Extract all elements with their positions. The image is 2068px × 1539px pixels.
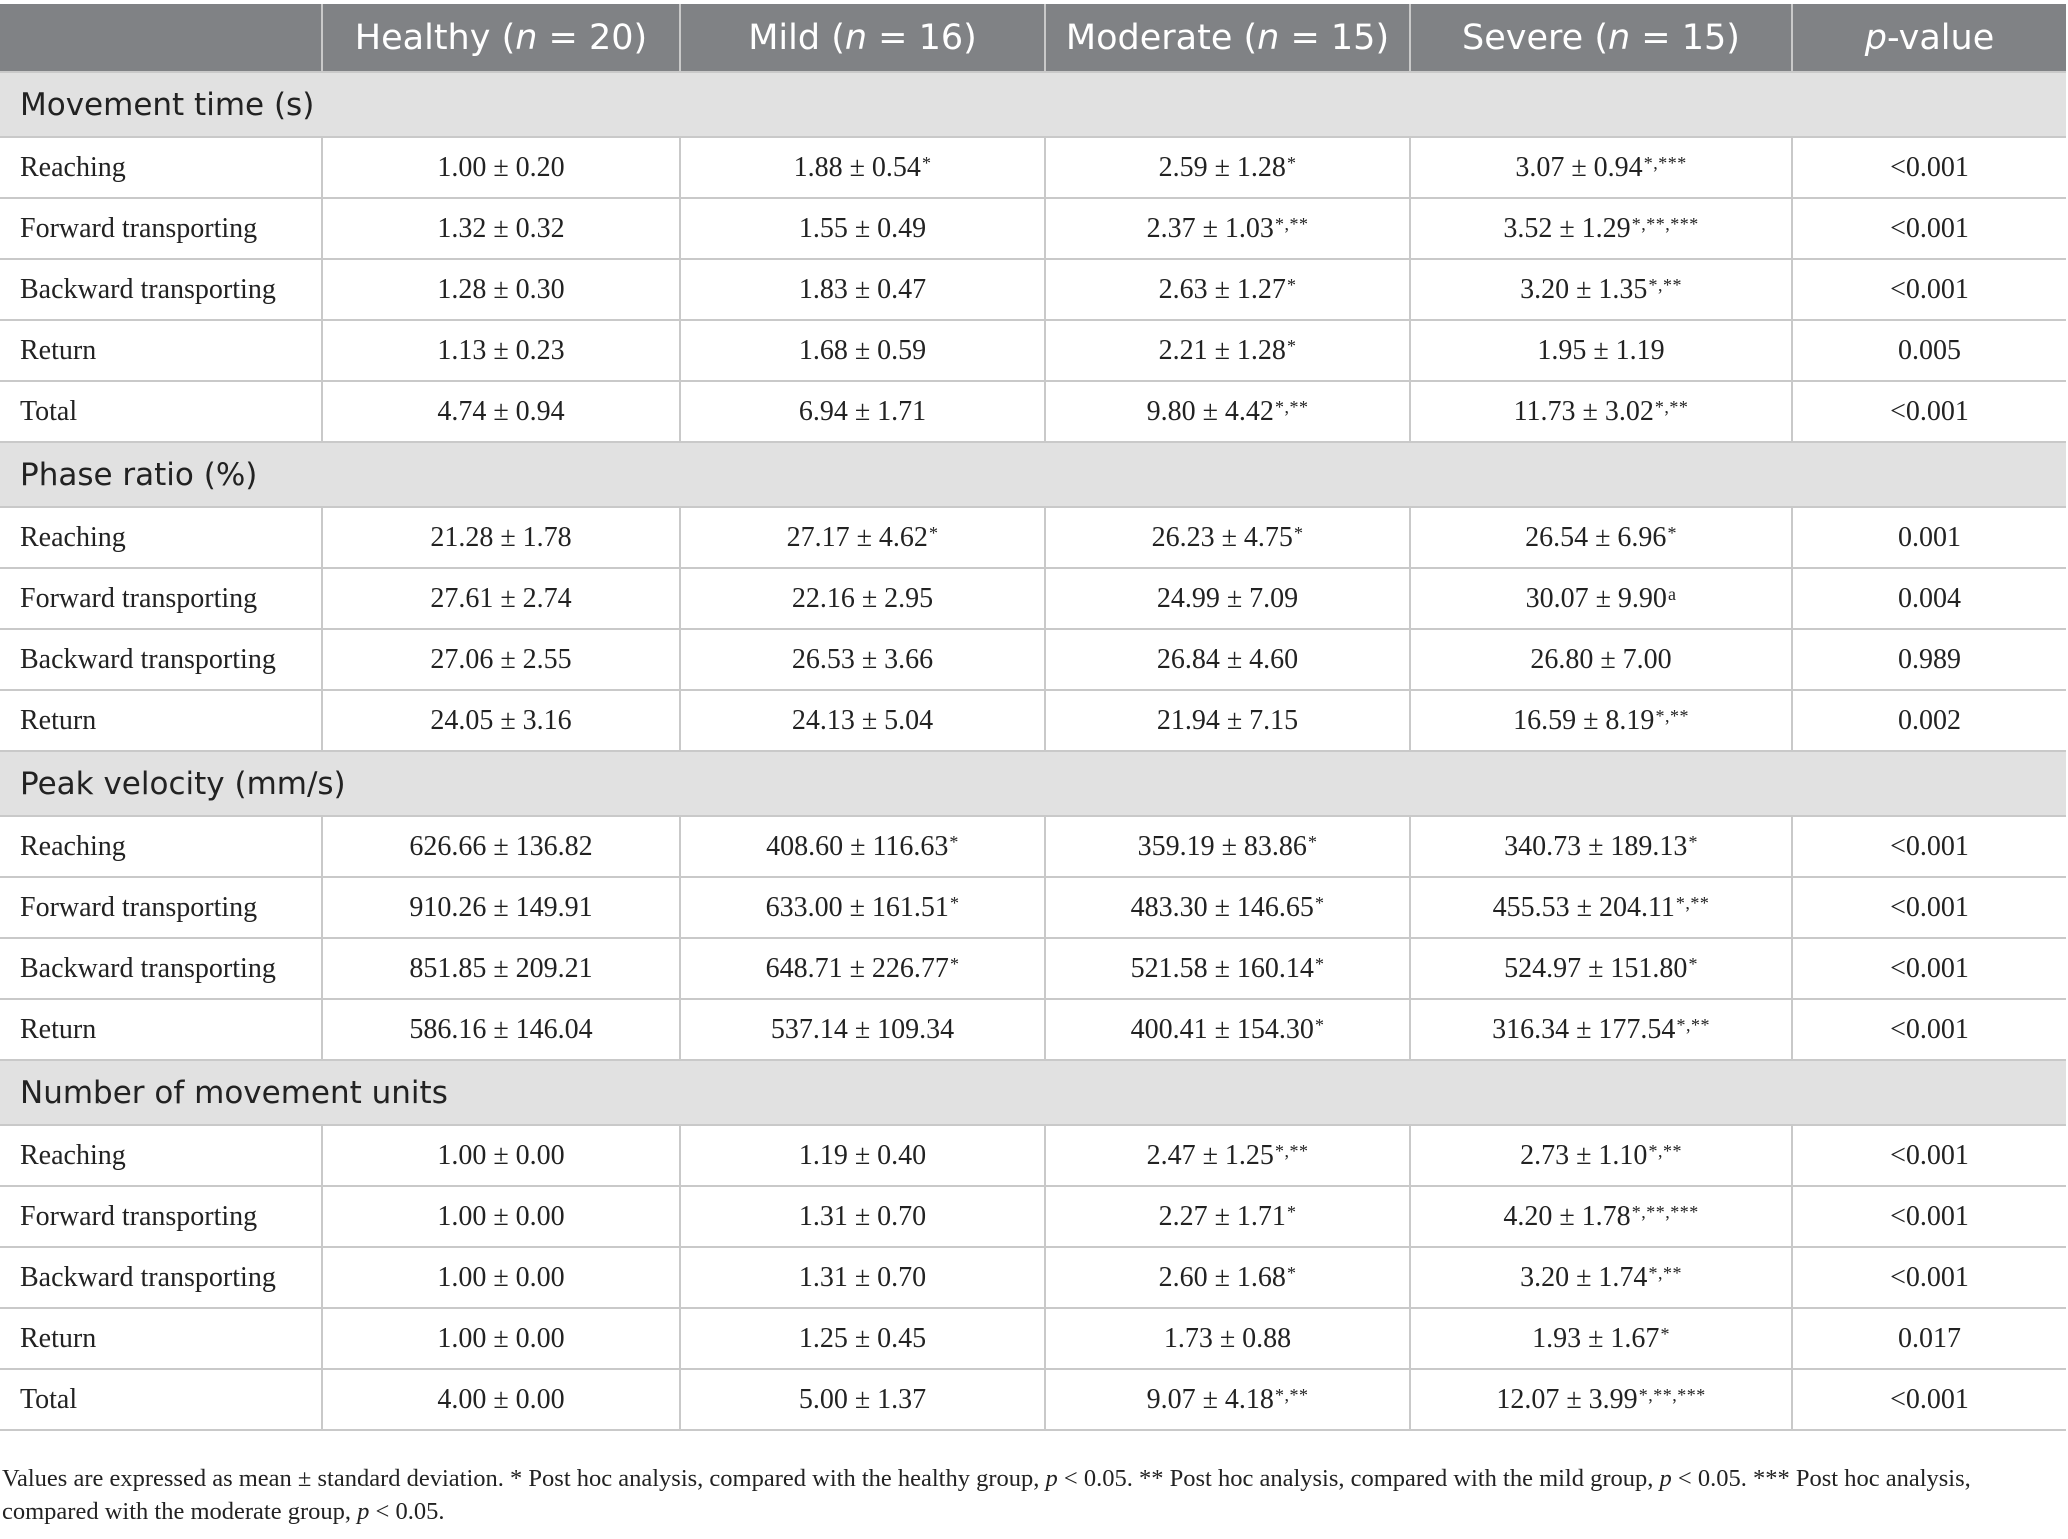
significance-marker: *	[1314, 892, 1325, 913]
significance-marker: *	[1286, 152, 1297, 173]
cell-healthy	[322, 1125, 680, 1186]
cell-healthy	[322, 198, 680, 259]
cell-healthy	[322, 690, 680, 751]
cell-value: 910.26 ± 149.91	[409, 891, 593, 923]
significance-marker: *,***	[1643, 152, 1687, 173]
significance-marker: *,**	[1648, 1140, 1682, 1161]
cell-moderate	[1045, 690, 1410, 751]
header-healthy: Healthy (n = 20)	[322, 4, 680, 72]
cell-severe	[1410, 1186, 1792, 1247]
row-label: Total	[0, 1369, 322, 1430]
cell-moderate	[1045, 816, 1410, 877]
significance-marker: *	[1688, 953, 1698, 974]
table-row	[0, 259, 2066, 320]
cell-value: 1.19 ± 0.40	[798, 1139, 927, 1171]
header-p-value: p-value	[1792, 4, 2066, 72]
significance-marker: *,**	[1648, 274, 1682, 295]
cell-value: 3.20 ± 1.35	[1520, 273, 1648, 305]
cell-value: 16.59 ± 8.19	[1513, 704, 1655, 736]
cell-p-value: 0.004	[1792, 568, 2066, 629]
header-severe: Severe (n = 15)	[1410, 4, 1792, 72]
cell-p-value: <0.001	[1792, 1186, 2066, 1247]
row-label: Backward transporting	[0, 259, 322, 320]
table-row	[0, 1186, 2066, 1247]
cell-p-value: <0.001	[1792, 198, 2066, 259]
cell-p-value: <0.001	[1792, 259, 2066, 320]
cell-value: 11.73 ± 3.02	[1513, 395, 1654, 427]
cell-value: 24.05 ± 3.16	[430, 704, 572, 736]
table-footnote: Values are expressed as mean ± standard deviation. * Post hoc analysis, compared with the healthy group, p < 0.05. ** Post hoc analysis, compared with the mild group, p < 0.05. *** Post hoc analysis, compared with the moderate group, p < 0.05.	[2, 1465, 1971, 1525]
cell-value: 2.63 ± 1.27	[1158, 273, 1286, 305]
cell-value: 1.31 ± 0.70	[798, 1200, 927, 1232]
cell-p-value: 0.001	[1792, 507, 2066, 568]
cell-p-value: <0.001	[1792, 1369, 2066, 1430]
cell-value: 1.00 ± 0.20	[437, 151, 565, 183]
cell-mild	[680, 999, 1045, 1060]
cell-value: 4.20 ± 1.78	[1503, 1200, 1631, 1232]
row-label: Forward transporting	[0, 198, 322, 259]
cell-value: 2.60 ± 1.68	[1158, 1261, 1286, 1293]
cell-value: 21.94 ± 7.15	[1156, 704, 1299, 736]
cell-moderate	[1045, 259, 1410, 320]
cell-value: 1.95 ± 1.19	[1537, 334, 1665, 366]
cell-p-value: <0.001	[1792, 938, 2066, 999]
cell-value: 1.25 ± 0.45	[798, 1322, 927, 1354]
cell-value: 1.00 ± 0.00	[437, 1200, 565, 1232]
cell-healthy	[322, 938, 680, 999]
cell-mild	[680, 1369, 1045, 1430]
cell-value: 1.00 ± 0.00	[437, 1322, 565, 1354]
significance-marker: a	[1667, 583, 1677, 604]
cell-value: 12.07 ± 3.99	[1496, 1383, 1638, 1415]
cell-severe	[1410, 137, 1792, 198]
row-label: Forward transporting	[0, 1186, 322, 1247]
cell-moderate	[1045, 568, 1410, 629]
section-title: Peak velocity (mm/s)	[0, 751, 2066, 816]
cell-moderate	[1045, 1247, 1410, 1308]
cell-value: 1.55 ± 0.49	[798, 212, 927, 244]
cell-p-value: 0.002	[1792, 690, 2066, 751]
cell-mild	[680, 507, 1045, 568]
significance-marker: *	[1660, 1323, 1670, 1344]
cell-value: 24.99 ± 7.09	[1156, 582, 1299, 614]
cell-value: 633.00 ± 161.51	[765, 891, 949, 923]
row-label: Reaching	[0, 137, 322, 198]
cell-value: 586.16 ± 146.04	[409, 1013, 593, 1045]
table-row	[0, 381, 2066, 442]
cell-mild	[680, 320, 1045, 381]
header-moderate: Moderate (n = 15)	[1045, 4, 1410, 72]
cell-mild	[680, 1186, 1045, 1247]
cell-mild	[680, 938, 1045, 999]
row-label: Return	[0, 1308, 322, 1369]
significance-marker: *,**,***	[1638, 1384, 1706, 1405]
cell-healthy	[322, 1247, 680, 1308]
cell-healthy	[322, 1369, 680, 1430]
cell-value: 2.37 ± 1.03	[1146, 212, 1274, 244]
header-mild: Mild (n = 16)	[680, 4, 1045, 72]
table-row	[0, 137, 2066, 198]
significance-marker: *	[1307, 831, 1318, 852]
significance-marker: *,**	[1274, 1384, 1309, 1405]
significance-marker: *	[1667, 522, 1677, 543]
cell-value: 3.20 ± 1.74	[1520, 1261, 1648, 1293]
significance-marker: *	[1286, 1201, 1297, 1222]
cell-severe	[1410, 938, 1792, 999]
cell-value: 27.06 ± 2.55	[430, 643, 572, 675]
significance-marker: *,**	[1654, 396, 1689, 417]
cell-value: 2.59 ± 1.28	[1158, 151, 1286, 183]
cell-mild	[680, 198, 1045, 259]
table-row	[0, 1125, 2066, 1186]
significance-marker: *	[1688, 831, 1698, 852]
table-row	[0, 568, 2066, 629]
cell-p-value: 0.005	[1792, 320, 2066, 381]
significance-marker: *	[949, 953, 960, 974]
cell-value: 9.80 ± 4.42	[1146, 395, 1274, 427]
cell-severe	[1410, 877, 1792, 938]
cell-severe	[1410, 381, 1792, 442]
cell-moderate	[1045, 137, 1410, 198]
cell-value: 9.07 ± 4.18	[1146, 1383, 1274, 1415]
cell-mild	[680, 629, 1045, 690]
cell-moderate	[1045, 1308, 1410, 1369]
significance-marker: *,**	[1655, 705, 1689, 726]
cell-moderate	[1045, 320, 1410, 381]
table-header	[0, 4, 2066, 72]
cell-value: 3.52 ± 1.29	[1503, 212, 1631, 244]
significance-marker: *,**,***	[1631, 213, 1699, 234]
cell-healthy	[322, 877, 680, 938]
cell-value: 26.54 ± 6.96	[1525, 521, 1667, 553]
cell-p-value: <0.001	[1792, 1125, 2066, 1186]
cell-moderate	[1045, 381, 1410, 442]
significance-marker: *,**	[1648, 1262, 1682, 1283]
cell-mild	[680, 877, 1045, 938]
cell-value: 26.23 ± 4.75	[1151, 521, 1293, 553]
cell-mild	[680, 690, 1045, 751]
cell-value: 27.61 ± 2.74	[430, 582, 572, 614]
cell-moderate	[1045, 1369, 1410, 1430]
row-label: Reaching	[0, 1125, 322, 1186]
cell-value: 1.68 ± 0.59	[798, 334, 927, 366]
cell-value: 626.66 ± 136.82	[409, 830, 593, 862]
cell-moderate	[1045, 629, 1410, 690]
cell-value: 3.07 ± 0.94	[1515, 151, 1643, 183]
significance-marker: *	[1286, 1262, 1297, 1283]
table-row	[0, 1247, 2066, 1308]
cell-value: 4.00 ± 0.00	[437, 1383, 565, 1415]
significance-marker: *,**	[1675, 892, 1710, 913]
cell-healthy	[322, 629, 680, 690]
table-body	[0, 72, 2066, 1430]
cell-mild	[680, 568, 1045, 629]
cell-p-value: <0.001	[1792, 999, 2066, 1060]
cell-severe	[1410, 259, 1792, 320]
cell-moderate	[1045, 198, 1410, 259]
cell-value: 316.34 ± 177.54	[1492, 1013, 1676, 1045]
cell-value: 521.58 ± 160.14	[1130, 952, 1314, 984]
cell-healthy	[322, 137, 680, 198]
cell-value: 1.93 ± 1.67	[1532, 1322, 1660, 1354]
cell-value: 359.19 ± 83.86	[1137, 830, 1307, 862]
row-label: Return	[0, 690, 322, 751]
cell-value: 340.73 ± 189.13	[1504, 830, 1688, 862]
cell-severe	[1410, 1125, 1792, 1186]
cell-healthy	[322, 1186, 680, 1247]
cell-mild	[680, 816, 1045, 877]
cell-value: 4.74 ± 0.94	[437, 395, 565, 427]
cell-p-value: <0.001	[1792, 1247, 2066, 1308]
cell-value: 26.80 ± 7.00	[1530, 643, 1672, 675]
cell-p-value: <0.001	[1792, 137, 2066, 198]
cell-value: 24.13 ± 5.04	[791, 704, 934, 736]
cell-healthy	[322, 320, 680, 381]
row-label: Backward transporting	[0, 1247, 322, 1308]
row-label: Total	[0, 381, 322, 442]
row-label: Forward transporting	[0, 877, 322, 938]
header-blank-cell	[0, 4, 322, 72]
section-title: Number of movement units	[0, 1060, 2066, 1125]
cell-value: 524.97 ± 151.80	[1504, 952, 1688, 984]
cell-value: 1.73 ± 0.88	[1163, 1322, 1292, 1354]
cell-healthy	[322, 1308, 680, 1369]
cell-value: 648.71 ± 226.77	[765, 952, 949, 984]
cell-value: 1.13 ± 0.23	[437, 334, 565, 366]
cell-value: 27.17 ± 4.62	[786, 521, 928, 553]
cell-healthy	[322, 816, 680, 877]
cell-value: 21.28 ± 1.78	[430, 521, 572, 553]
significance-marker: *	[1293, 522, 1304, 543]
cell-severe	[1410, 568, 1792, 629]
table-row	[0, 938, 2066, 999]
row-label: Return	[0, 999, 322, 1060]
significance-marker: *,**	[1274, 396, 1309, 417]
significance-marker: *,**	[1676, 1014, 1710, 1035]
section-header-row	[0, 1060, 2066, 1125]
results-table	[0, 4, 2066, 1431]
cell-value: 2.73 ± 1.10	[1520, 1139, 1648, 1171]
cell-value: 1.00 ± 0.00	[437, 1139, 565, 1171]
table-row	[0, 1308, 2066, 1369]
cell-value: 26.84 ± 4.60	[1156, 643, 1299, 675]
cell-mild	[680, 1308, 1045, 1369]
cell-value: 1.00 ± 0.00	[437, 1261, 565, 1293]
cell-moderate	[1045, 1125, 1410, 1186]
cell-value: 6.94 ± 1.71	[798, 395, 927, 427]
significance-marker: *	[949, 892, 960, 913]
cell-mild	[680, 381, 1045, 442]
cell-value: 400.41 ± 154.30	[1130, 1013, 1314, 1045]
cell-moderate	[1045, 999, 1410, 1060]
cell-severe	[1410, 507, 1792, 568]
cell-value: 2.47 ± 1.25	[1146, 1139, 1274, 1171]
cell-mild	[680, 137, 1045, 198]
cell-moderate	[1045, 1186, 1410, 1247]
table-row	[0, 1369, 2066, 1430]
cell-value: 455.53 ± 204.11	[1492, 891, 1675, 923]
cell-moderate	[1045, 507, 1410, 568]
cell-value: 22.16 ± 2.95	[791, 582, 934, 614]
row-label: Reaching	[0, 507, 322, 568]
cell-severe	[1410, 816, 1792, 877]
section-title: Movement time (s)	[0, 72, 2066, 137]
cell-healthy	[322, 507, 680, 568]
significance-marker: *	[1314, 1014, 1325, 1035]
cell-mild	[680, 259, 1045, 320]
cell-p-value: <0.001	[1792, 381, 2066, 442]
significance-marker: *,**	[1274, 213, 1309, 234]
row-label: Reaching	[0, 816, 322, 877]
section-header-row	[0, 72, 2066, 137]
cell-p-value: 0.989	[1792, 629, 2066, 690]
cell-healthy	[322, 999, 680, 1060]
significance-marker: *	[921, 152, 932, 173]
section-title: Phase ratio (%)	[0, 442, 2066, 507]
table-row	[0, 507, 2066, 568]
cell-value: 408.60 ± 116.63	[766, 830, 949, 862]
cell-severe	[1410, 198, 1792, 259]
table-row	[0, 320, 2066, 381]
cell-healthy	[322, 259, 680, 320]
cell-severe	[1410, 999, 1792, 1060]
cell-value: 1.83 ± 0.47	[798, 273, 927, 305]
cell-value: 2.21 ± 1.28	[1158, 334, 1286, 366]
cell-value: 851.85 ± 209.21	[409, 952, 593, 984]
cell-value: 26.53 ± 3.66	[791, 643, 934, 675]
cell-moderate	[1045, 877, 1410, 938]
significance-marker: *	[1314, 953, 1325, 974]
cell-severe	[1410, 1308, 1792, 1369]
cell-severe	[1410, 320, 1792, 381]
cell-value: 483.30 ± 146.65	[1130, 891, 1314, 923]
cell-mild	[680, 1125, 1045, 1186]
row-label: Forward transporting	[0, 568, 322, 629]
significance-marker: *	[928, 522, 939, 543]
cell-healthy	[322, 381, 680, 442]
cell-severe	[1410, 1369, 1792, 1430]
cell-value: 537.14 ± 109.34	[770, 1013, 955, 1045]
cell-severe	[1410, 629, 1792, 690]
cell-severe	[1410, 1247, 1792, 1308]
cell-healthy	[322, 568, 680, 629]
cell-value: 1.31 ± 0.70	[798, 1261, 927, 1293]
cell-value: 1.32 ± 0.32	[437, 212, 565, 244]
cell-value: 5.00 ± 1.37	[798, 1383, 927, 1415]
cell-value: 2.27 ± 1.71	[1158, 1200, 1286, 1232]
table-row	[0, 690, 2066, 751]
row-label: Return	[0, 320, 322, 381]
cell-value: 1.88 ± 0.54	[793, 151, 921, 183]
significance-marker: *,**,***	[1631, 1201, 1699, 1222]
table-row	[0, 198, 2066, 259]
cell-p-value: 0.017	[1792, 1308, 2066, 1369]
section-header-row	[0, 751, 2066, 816]
cell-value: 30.07 ± 9.90	[1525, 582, 1667, 614]
section-header-row	[0, 442, 2066, 507]
table-row	[0, 999, 2066, 1060]
cell-severe	[1410, 690, 1792, 751]
cell-value: 1.28 ± 0.30	[437, 273, 565, 305]
cell-p-value: <0.001	[1792, 877, 2066, 938]
row-label: Backward transporting	[0, 938, 322, 999]
table-row	[0, 629, 2066, 690]
cell-p-value: <0.001	[1792, 816, 2066, 877]
significance-marker: *	[1286, 335, 1297, 356]
significance-marker: *	[1286, 274, 1297, 295]
table-row	[0, 816, 2066, 877]
table-row	[0, 877, 2066, 938]
cell-moderate	[1045, 938, 1410, 999]
significance-marker: *,**	[1274, 1140, 1309, 1161]
row-label: Backward transporting	[0, 629, 322, 690]
cell-mild	[680, 1247, 1045, 1308]
significance-marker: *	[949, 831, 959, 852]
